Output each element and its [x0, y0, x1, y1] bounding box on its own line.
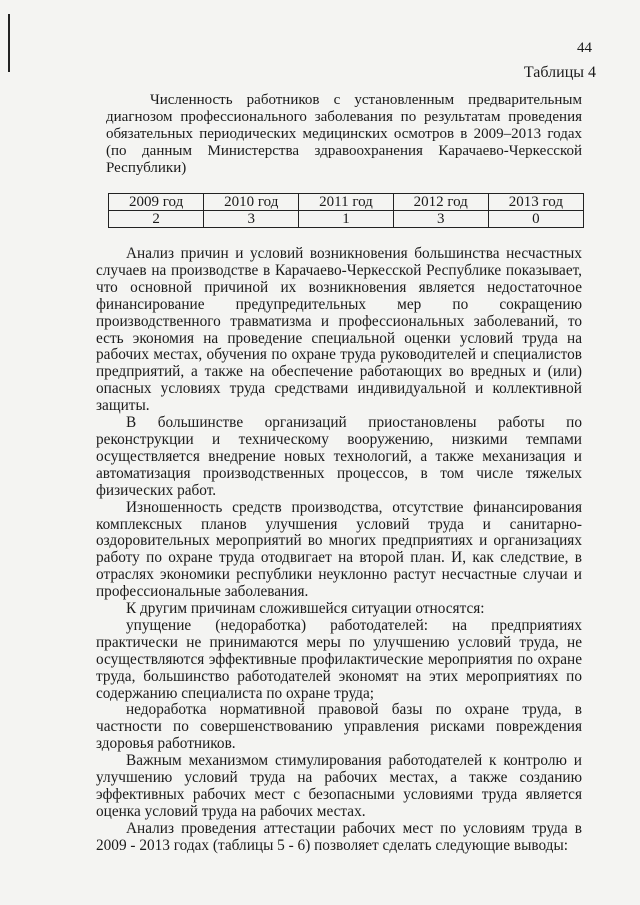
table-cell: 3 — [204, 211, 299, 228]
paragraph: Анализ проведения аттестации рабочих мест по условиям труда в 2009 - 2013 годах (таблицы 5 - 6) позволяет сделать следующие выводы: — [96, 819, 582, 854]
paragraph: Важным механизмом стимулирования работодателей к контролю и улучшению условий труда на рабочих местах, а также созданию эффективных рабочих мест с безопасными условиями труда является оценка условий труда на рабочих местах. — [96, 752, 582, 820]
table-header-cell: 2013 год — [488, 194, 583, 211]
table-caption: Численность работников с установленным предварительным диагнозом профессионального заболевания по результатам проведения обязательных периодических медицинских осмотров в 2009–2013 годах (по данным Министерства здравоохранения Карачаево-Черкесской Республики) — [106, 92, 582, 176]
table-header-cell: 2010 год — [204, 194, 299, 211]
page-number: 44 — [577, 40, 592, 56]
table-cell: 0 — [488, 211, 583, 228]
paragraph: Изношенность средств производства, отсутствие финансирования комплексных планов улучшения условий труда и санитарно-оздоровительных мероприятий во многих предприятиях и организациях работу по охране труда отодвигает на второй план. И, как следствие, в отраслях экономики республики неуклонно растут несчастные случаи и профессиональные заболевания. — [96, 498, 582, 601]
body-text — [96, 246, 582, 855]
table-header-cell: 2009 год — [109, 194, 204, 211]
paragraph: К другим причинам сложившейся ситуации относятся: — [126, 600, 485, 618]
paragraph: Анализ причин и условий возникновения большинства несчастных случаев на производстве в Карачаево-Черкесской Республике показывает, что основной причиной их возникновения является недостаточное финансирование предупредительных мер по сокращению производственного травматизма и профессиональных заболеваний, то есть экономия на проведение специальной оценки условий труда на рабочих местах, обучения по охране труда руководителей и специалистов предприятий, а также на обеспечение работающих во вредных и (или) опасных условиях труда средствами индивидуальной и коллективной защиты. — [96, 245, 582, 415]
table-header-cell: 2012 год — [393, 194, 488, 211]
paragraph: В большинстве организаций приостановлены работы по реконструкции и техническому вооружению, низкими темпами осуществляется внедрение новых технологий, а также механизация и автоматизация производственных процессов, в том числе тяжелых физических работ. — [96, 414, 582, 499]
table-label: Таблицы 4 — [523, 64, 596, 81]
paragraph: упущение (недоработка) работодателей: на предприятиях практически не принимаются меры по улучшению условий труда, не осуществляются эффективные профилактические мероприятия по охране труда, большинство работодателей экономят на этих мероприятиях по содержанию специалиста по охране труда; — [96, 616, 582, 702]
table-header-row — [109, 194, 584, 211]
table-cell: 2 — [109, 211, 204, 228]
table-cell: 1 — [299, 211, 393, 228]
paragraph: недоработка нормативной правовой базы по охране труда, в частности по совершенствованию управления рисками повреждения здоровья работников. — [96, 701, 582, 753]
data-table — [108, 193, 584, 228]
scan-edge-line — [8, 14, 10, 72]
table-header-cell: 2011 год — [299, 194, 393, 211]
table-cell: 3 — [393, 211, 488, 228]
table-row — [109, 211, 584, 228]
